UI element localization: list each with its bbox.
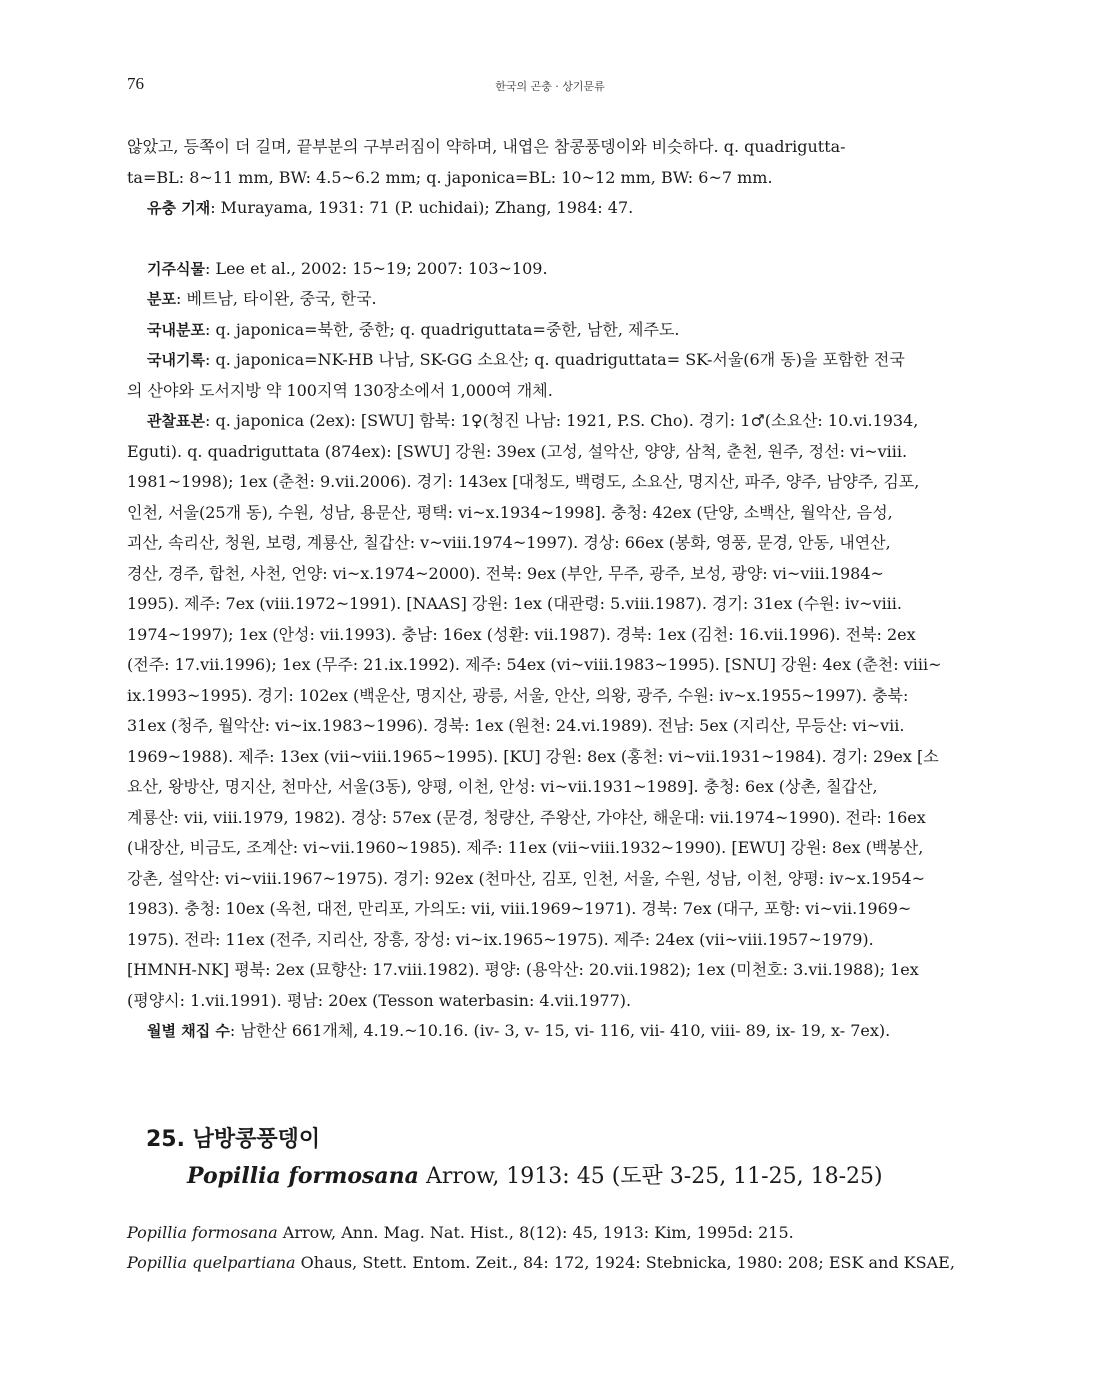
- running-title: 한국의 곤충 · 상기문류: [495, 80, 605, 93]
- synonym-entry: [127, 1248, 974, 1278]
- specimens-first: [127, 406, 974, 437]
- domestic-record-label: 국내기록: [147, 351, 205, 369]
- monthly-label: 월별 채집 수: [147, 1022, 230, 1040]
- specimens-line: 괴산, 속리산, 청원, 보령, 계룡산, 칠갑산: v~viii.1974~1997). 경상: 66ex (봉화, 영풍, 문경, 안동, 내연산,: [127, 533, 891, 552]
- domestic-distribution-text: : q. japonica=북한, 중한; q. quadriguttata=중한, 남한, 제주도.: [204, 319, 680, 339]
- specimens-line: 1975). 전라: 11ex (전주, 지리산, 장흥, 장성: vi~ix.1965~1975). 제주: 24ex (vii~viii.1957~1979).: [127, 929, 874, 949]
- distribution: [127, 284, 974, 315]
- species-korean-name: 남방콩풍뎅이: [192, 1127, 321, 1152]
- species-number: 25.: [146, 1127, 185, 1152]
- host-plants: [127, 254, 974, 285]
- section-gap: [127, 224, 974, 254]
- species-scientific-name: Popillia formosana: [187, 1163, 419, 1189]
- intro-line: ta=BL: 8~11 mm, BW: 4.5~6.2 mm; q. japonica=BL: 10~12 mm, BW: 6~7 mm.: [127, 167, 773, 187]
- synonym-list: [127, 1218, 974, 1278]
- host-label: 기주식물: [147, 259, 205, 278]
- specimens-line: 1995). 제주: 7ex (viii.1972~1991). [NAAS] 강원: 1ex (대관령: 5.viii.1987). 경기: 31ex (수원: iv~viii.: [127, 594, 903, 613]
- species-scientific-line: [187, 1158, 976, 1195]
- specimens-line: : q. japonica (2ex): [SWU] 함북: 1♀(청진 나남: 1921, P.S. Cho). 경기: 1♂(소요산: 10.vi.1934,: [204, 411, 919, 430]
- specimens-line: 1974~1997); 1ex (안성: vii.1993). 충남: 16ex (성환: vii.1987). 경북: 1ex (김천: 16.vii.1996). 전북: 2ex: [127, 624, 916, 644]
- domestic-record: [127, 345, 974, 376]
- larva-label: 유충 기재: [147, 199, 211, 217]
- specimens-line: 31ex (청주, 월악산: vi~ix.1983~1996). 경북: 1ex (원천: 24.vi.1989). 전남: 5ex (지리산, 무등산: vi~vii.: [127, 716, 905, 735]
- intro-line: 않았고, 등쪽이 더 길며, 끝부분의 구부러짐이 약하며, 내엽은 참콩풍뎅이와 비슷하다. q. quadrigutta-: [127, 137, 846, 156]
- synonym-name: Popillia formosana: [127, 1223, 278, 1242]
- larva-description: [127, 193, 974, 224]
- specimens-line: (내장산, 비금도, 조계산: vi~vii.1960~1985). 제주: 11ex (vii~viii.1932~1990). [EWU] 강원: 8ex (백봉산,: [127, 838, 924, 857]
- specimens-line: 인천, 서울(25개 동), 수원, 성남, 용문산, 평택: vi~x.1934~1998]. 충청: 42ex (단양, 소백산, 월악산, 음성,: [127, 502, 893, 522]
- specimens-line: 1983). 충청: 10ex (옥천, 대전, 만리포, 가의도: vii, viii.1969~1971). 경북: 7ex (대구, 포항: vi~vii.1969~: [127, 899, 912, 918]
- monthly-text: : 남한산 661개체, 4.19.~10.16. (iv- 3, v- 15, vi- 116, vii- 410, viii- 89, ix- 19, x- 7ex).: [229, 1021, 891, 1040]
- domestic-record-text: : q. japonica=NK-HB 나남, SK-GG 소요산; q. quadriguttata= SK-서울(6개 동)을 포함한 전국: [204, 350, 905, 369]
- monthly-collection: [127, 1016, 974, 1047]
- specimens-line: (평양시: 1.vii.1991). 평남: 20ex (Tesson waterbasin: 4.vii.1977).: [127, 990, 632, 1010]
- distribution-label: 분포: [147, 290, 176, 308]
- specimens-line: ix.1993~1995). 경기: 102ex (백운산, 명지산, 광릉, 서울, 안산, 의왕, 광주, 수원: iv~x.1955~1997). 충북:: [127, 685, 909, 705]
- synonym-name: Popillia quelpartiana: [127, 1253, 296, 1272]
- specimens-line: 계룡산: vii, viii.1979, 1982). 경상: 57ex (문경, 청량산, 주왕산, 가야산, 해운대: vii.1974~1990). 전라: 16ex: [127, 807, 926, 827]
- specimens-line: 1969~1988). 제주: 13ex (vii~viii.1965~1995). [KU] 강원: 8ex (홍천: vi~vii.1931~1984). 경기: 29ex [소: [127, 746, 939, 766]
- specimens-line: 요산, 왕방산, 명지산, 천마산, 서울(3동), 양평, 이천, 안성: vi~vii.1931~1989]. 충청: 6ex (상촌, 칠갑산,: [127, 777, 878, 796]
- domestic-record-cont: 의 산야와 도서지방 약 100지역 130장소에서 1,000여 개체.: [127, 380, 553, 400]
- page-number: 76: [127, 74, 144, 93]
- synonym-citation: Arrow, Ann. Mag. Nat. Hist., 8(12): 45, 1913: Kim, 1995d: 215.: [277, 1223, 794, 1242]
- synonym-entry: [127, 1218, 974, 1248]
- specimens-line: 경산, 경주, 합천, 사천, 언양: vi~x.1974~2000). 전북: 9ex (부안, 무주, 광주, 보성, 광양: vi~viii.1984~: [127, 563, 884, 583]
- specimens-line: (전주: 17.vii.1996); 1ex (무주: 21.ix.1992). 제주: 54ex (vi~viii.1983~1995). [SNU] 강원: 4ex (춘천: viii~: [127, 655, 942, 674]
- domestic-distribution: [127, 315, 974, 346]
- specimens-line: 강촌, 설악산: vi~viii.1967~1975). 경기: 92ex (천마산, 김포, 인천, 서울, 수원, 성남, 이천, 양평: iv~x.1954~: [127, 868, 926, 888]
- specimens-line: [HMNH-NK] 평북: 2ex (묘향산: 17.viii.1982). 평양: (용악산: 20.vii.1982); 1ex (미천호: 3.vii.1988); 1ex: [127, 960, 919, 979]
- larva-text: : Murayama, 1931: 71 (P. uchidai); Zhang, 1984: 47.: [210, 198, 634, 217]
- specimens-line: Eguti). q. quadriguttata (874ex): [SWU] 강원: 39ex (고성, 설악산, 양양, 삼척, 춘천, 원주, 정선: vi~viii.: [127, 441, 908, 461]
- distribution-text: : 베트남, 타이완, 중국, 한국.: [175, 289, 377, 308]
- species-heading: [146, 1122, 976, 1195]
- host-text: : Lee et al., 2002: 15~19; 2007: 103~109.: [204, 258, 548, 278]
- domestic-distribution-label: 국내분포: [147, 320, 205, 339]
- species-authority: Arrow, 1913: 45 (도판 3-25, 11-25, 18-25): [425, 1164, 883, 1189]
- synonym-citation: Ohaus, Stett. Entom. Zeit., 84: 172, 1924: Stebnicka, 1980: 208; ESK and KSAE,: [295, 1253, 955, 1272]
- body-text: [127, 132, 974, 1047]
- specimens-label: 관찰표본: [147, 412, 205, 430]
- specimens-line: 1981~1998); 1ex (춘천: 9.vii.2006). 경기: 143ex [대청도, 백령도, 소요산, 명지산, 파주, 양주, 남양주, 김포,: [127, 472, 920, 491]
- species-title: [146, 1122, 976, 1158]
